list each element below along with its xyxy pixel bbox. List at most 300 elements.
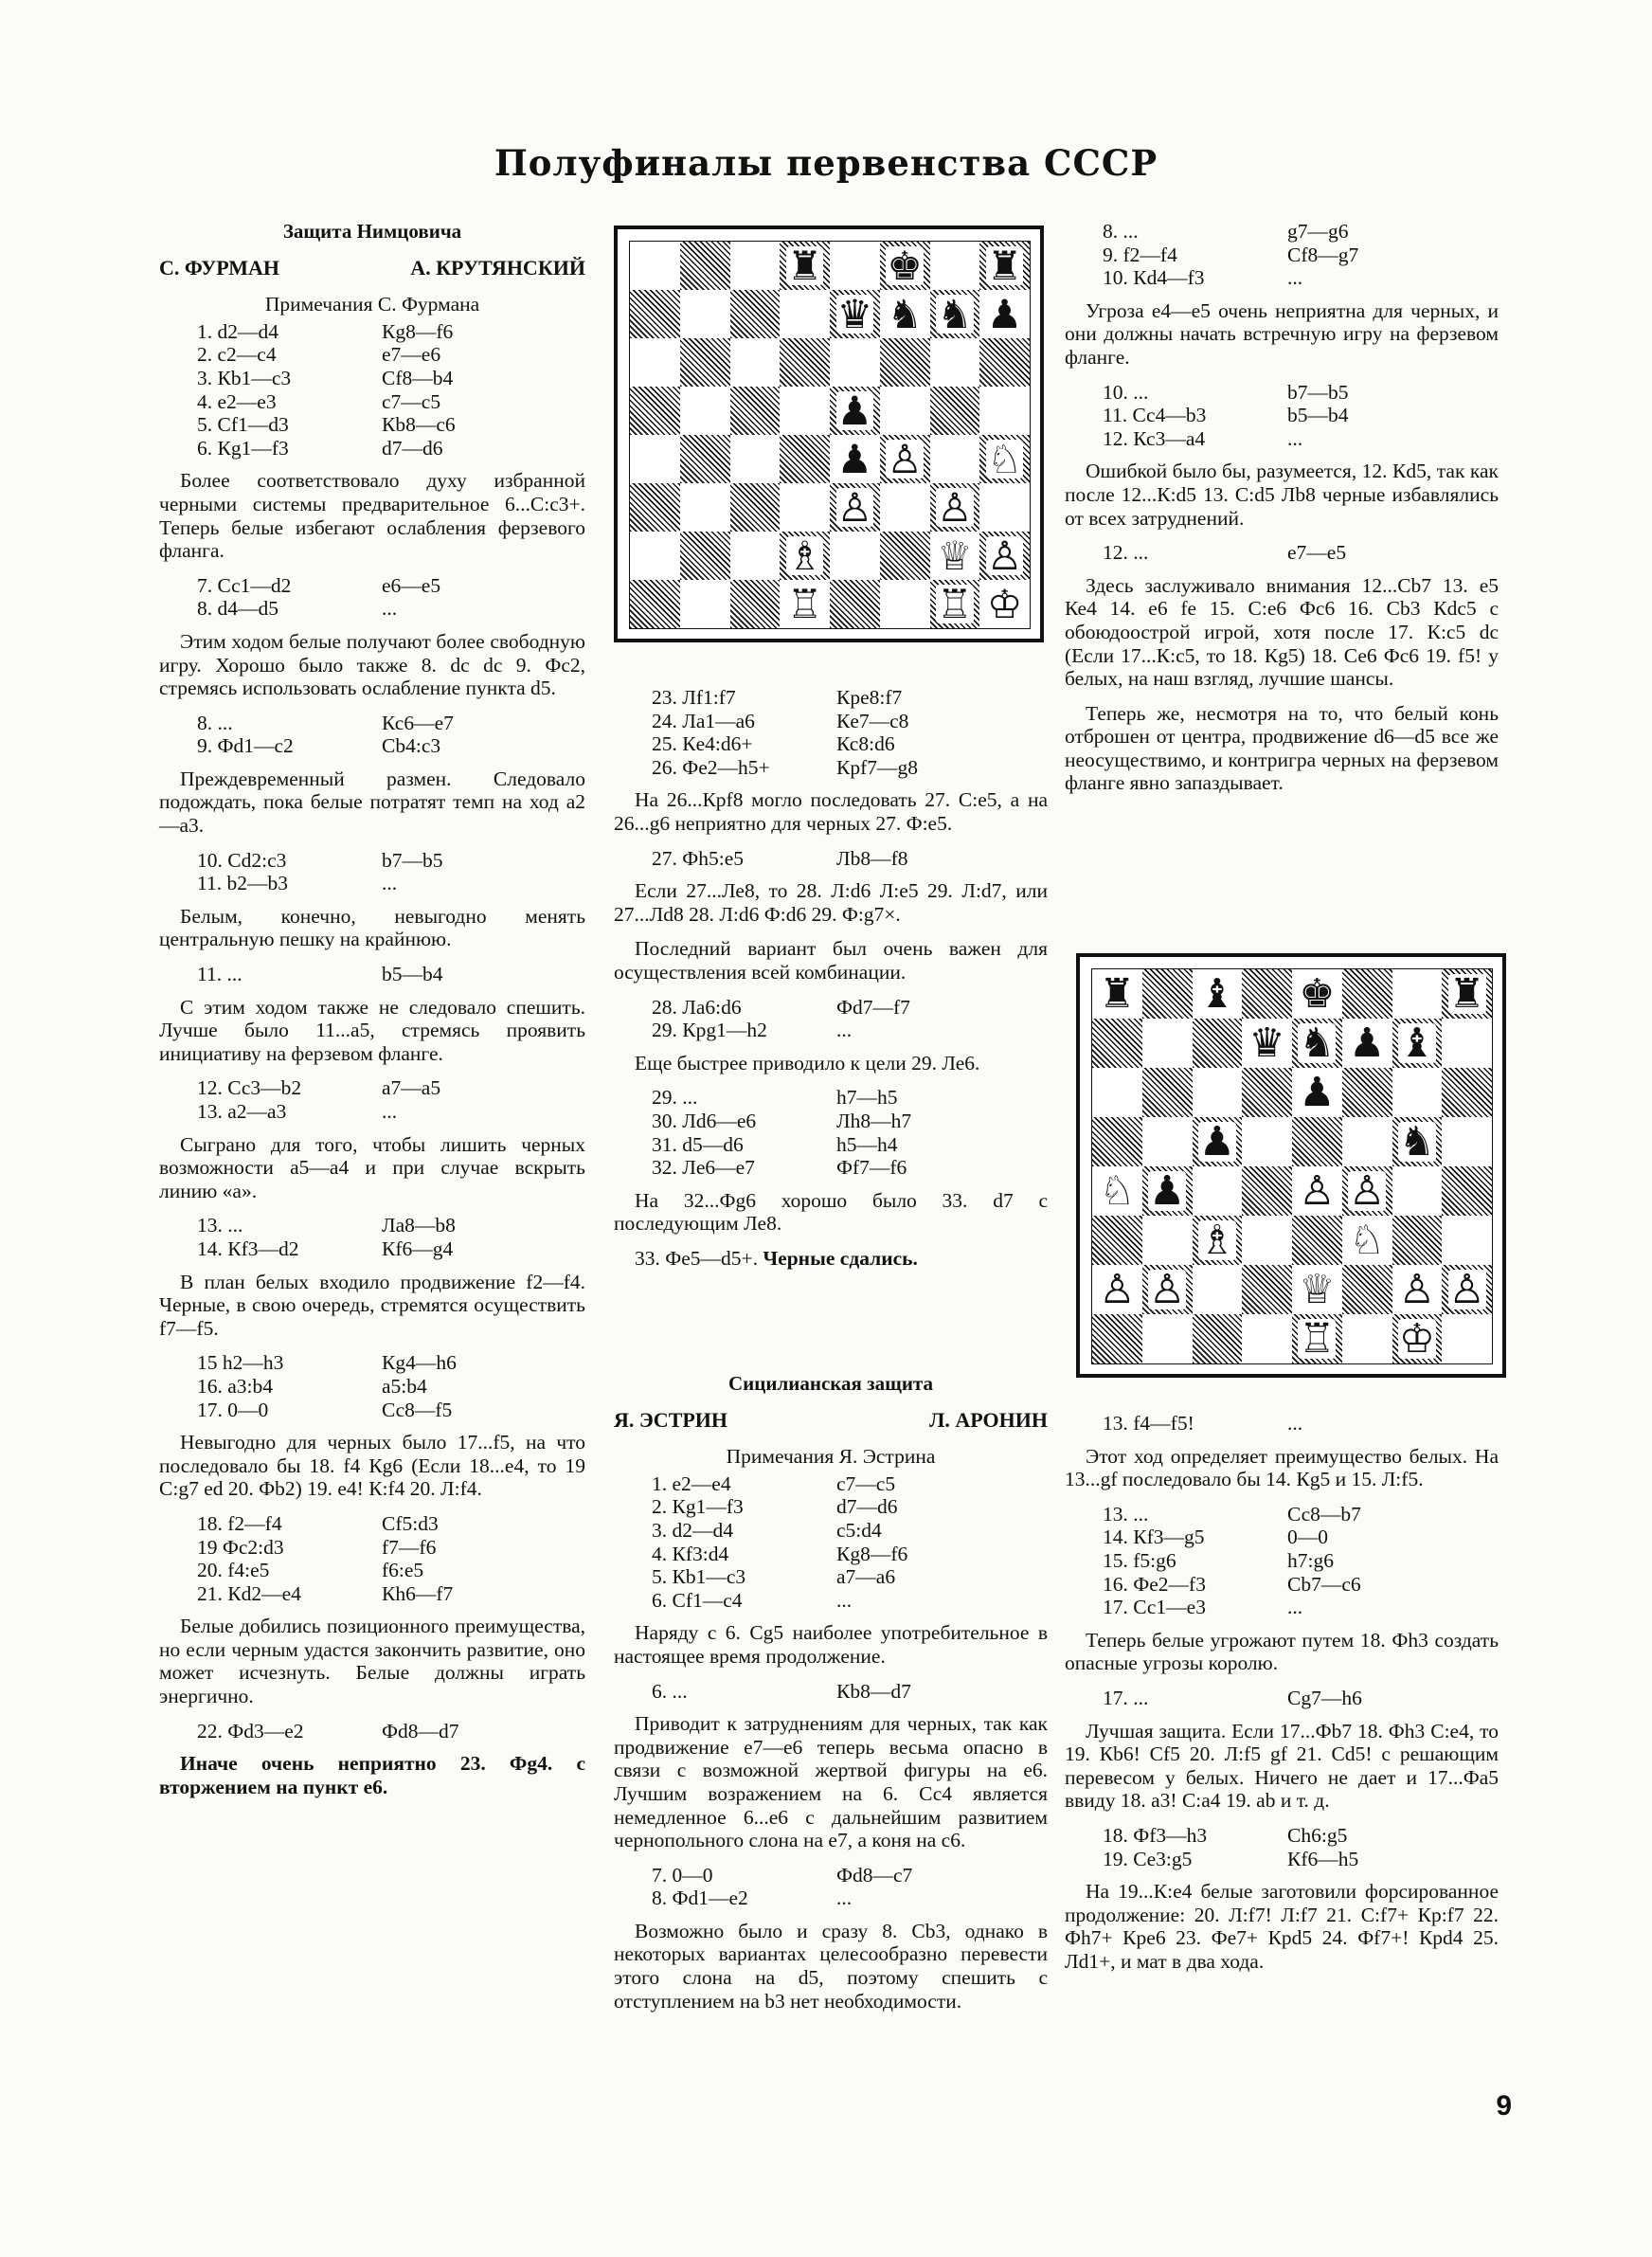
black-bishop-icon: ♝ bbox=[1198, 969, 1235, 1018]
black-move: a7—a6 bbox=[836, 1565, 896, 1589]
move-row bbox=[1065, 1824, 1499, 1848]
move-row bbox=[1065, 1412, 1499, 1435]
black-move: Кg8—f6 bbox=[836, 1542, 908, 1565]
board-square bbox=[1092, 1117, 1142, 1166]
move-row bbox=[614, 1110, 1048, 1133]
comment: На 32...Фg6 хорошо было 33. d7 с последующим Ле8. bbox=[614, 1188, 1048, 1236]
move-row bbox=[1065, 1526, 1499, 1549]
move-list bbox=[614, 1086, 1048, 1179]
white-move: 19 Фс2:d3 bbox=[197, 1535, 284, 1559]
black-move: ... bbox=[1287, 1596, 1303, 1619]
black-move: ... bbox=[382, 872, 398, 895]
black-move: Кb8—d7 bbox=[836, 1679, 911, 1703]
move-row bbox=[159, 734, 585, 758]
board-square bbox=[730, 532, 781, 580]
board-square bbox=[1142, 1019, 1193, 1068]
board-square bbox=[730, 483, 781, 532]
white-move: 18. Фf3—h3 bbox=[1103, 1823, 1208, 1847]
move-row bbox=[614, 1472, 1048, 1496]
white-move: 14. Кf3—d2 bbox=[197, 1237, 299, 1260]
move-list bbox=[614, 847, 1048, 871]
white-pawn-icon: ♙ bbox=[986, 532, 1023, 579]
white-bishop-icon: ♗ bbox=[1198, 1216, 1235, 1264]
white-move: 14. Кf3—g5 bbox=[1103, 1526, 1205, 1549]
black-move: ... bbox=[836, 1019, 853, 1042]
black-king-icon: ♚ bbox=[887, 242, 923, 289]
move-row bbox=[159, 712, 585, 735]
board-square bbox=[1342, 969, 1392, 1019]
black-move: ... bbox=[382, 597, 398, 621]
board-square bbox=[1342, 1117, 1392, 1166]
move-row bbox=[1065, 1687, 1499, 1710]
black-pawn-icon: ♟ bbox=[836, 435, 873, 482]
board-square bbox=[930, 338, 980, 387]
white-move: 9. f2—f4 bbox=[1103, 243, 1177, 266]
board-square bbox=[630, 580, 680, 628]
board-square bbox=[680, 338, 730, 387]
white-move: 15 h2—h3 bbox=[197, 1351, 284, 1375]
board-square bbox=[780, 338, 830, 387]
move-row bbox=[159, 1399, 585, 1422]
white-knight-icon: ♘ bbox=[986, 435, 1023, 482]
board-square bbox=[630, 483, 680, 532]
comment: С этим ходом также не следовало спешить. Лучше было 11...а5, стремясь проявить инициативу на ферзевом фланге. bbox=[159, 995, 585, 1065]
comment: Белым, конечно, невыгодно менять центральную пешку на крайнюю. bbox=[159, 904, 585, 951]
move-row bbox=[614, 1680, 1048, 1704]
board-square bbox=[1442, 1068, 1492, 1117]
annotator: Примечания Я. Эстрина bbox=[726, 1445, 936, 1469]
board-square bbox=[1092, 1068, 1142, 1117]
black-move: h5—h4 bbox=[836, 1132, 898, 1156]
board-square bbox=[730, 338, 781, 387]
board-square bbox=[830, 338, 880, 387]
white-player: Я. ЭСТРИН bbox=[614, 1407, 728, 1432]
black-move: Сс8—f5 bbox=[382, 1398, 453, 1421]
black-queen-icon: ♛ bbox=[836, 290, 873, 337]
board-square bbox=[680, 532, 730, 580]
black-move: b5—b4 bbox=[382, 963, 443, 986]
white-move: 12. Кс3—a4 bbox=[1103, 426, 1206, 450]
white-move: 5. Кb1—c3 bbox=[652, 1565, 746, 1589]
board-square bbox=[1142, 1117, 1193, 1166]
white-queen-icon: ♕ bbox=[937, 532, 973, 579]
white-move: 3. d2—d4 bbox=[652, 1518, 733, 1542]
board-square bbox=[680, 483, 730, 532]
white-move: 17. Сс1—e3 bbox=[1103, 1596, 1206, 1619]
move-list bbox=[614, 1864, 1048, 1910]
black-pawn-icon: ♟ bbox=[836, 387, 873, 434]
comment: Иначе очень неприятно 23. Фg4. с вторжением на пункт e6. bbox=[159, 1752, 585, 1798]
move-row bbox=[614, 1864, 1048, 1887]
white-move: 2. c2—c4 bbox=[197, 343, 277, 367]
move-row bbox=[159, 390, 585, 414]
white-move: 8. ... bbox=[1103, 220, 1139, 243]
black-pawn-icon: ♟ bbox=[986, 290, 1023, 337]
black-move: Кg8—f6 bbox=[382, 319, 454, 343]
comment: Белые добились позиционного преимущества, но если черным удастся закончить развитие, оно может исчезнуть. Белые должны играть энергично. bbox=[159, 1615, 585, 1708]
white-move: 17. ... bbox=[1103, 1686, 1149, 1709]
move-list bbox=[614, 1472, 1048, 1613]
white-pawn-icon: ♙ bbox=[1349, 1166, 1386, 1215]
comment: Приводит к затруднениям для черных, так как продвижение е7—е6 теперь весьма опасно в связи с возможной жертвой фигуры на е6. Лучшим возражением на 6. Сс4 является немедленное 6...е6 с дальнейшим развитием чернопольного слона на е7, а коня на с6. bbox=[614, 1712, 1048, 1852]
white-move: 6. ... bbox=[652, 1679, 688, 1703]
black-move: f7—f6 bbox=[382, 1535, 437, 1559]
board-square bbox=[1142, 1216, 1193, 1265]
board-square bbox=[680, 290, 730, 338]
board-square bbox=[1142, 1068, 1193, 1117]
move-list bbox=[1065, 1687, 1499, 1710]
move-row bbox=[614, 1495, 1048, 1519]
board-square bbox=[1193, 1068, 1243, 1117]
black-pawn-icon: ♟ bbox=[1198, 1117, 1235, 1165]
white-queen-icon: ♕ bbox=[1299, 1265, 1336, 1313]
move-row bbox=[614, 686, 1048, 710]
move-row bbox=[614, 710, 1048, 733]
black-rook-icon: ♜ bbox=[986, 242, 1023, 289]
board-square bbox=[1442, 1166, 1492, 1216]
white-rook-icon: ♖ bbox=[1299, 1314, 1336, 1363]
comment: Теперь же, несмотря на то, что белый конь отброшен от центра, продвижение d6—d5 все же неосуществимо, и контригра черных на ферзевом фланге явно запаздывает. bbox=[1065, 701, 1499, 795]
board-square bbox=[1092, 1019, 1142, 1068]
board-square bbox=[1392, 1068, 1443, 1117]
column-2-game-2 bbox=[614, 1372, 1048, 2024]
board-square bbox=[1242, 1068, 1292, 1117]
black-rook-icon: ♜ bbox=[786, 242, 823, 289]
white-move: 6. Сf1—c4 bbox=[652, 1588, 743, 1612]
white-move: 18. f2—f4 bbox=[197, 1511, 282, 1535]
white-move: 30. Лd6—e6 bbox=[652, 1109, 757, 1132]
move-row bbox=[159, 320, 585, 344]
board-square bbox=[780, 483, 830, 532]
column-3-bottom bbox=[1065, 1412, 1499, 1984]
move-row bbox=[159, 1076, 585, 1100]
board-square bbox=[1292, 1117, 1342, 1166]
board-square bbox=[730, 580, 781, 628]
black-move: a7—a5 bbox=[382, 1076, 441, 1100]
black-move: Сс8—b7 bbox=[1287, 1502, 1361, 1526]
board-square bbox=[880, 532, 930, 580]
white-move: 13. ... bbox=[1103, 1502, 1149, 1526]
move-list bbox=[159, 849, 585, 895]
board-square bbox=[880, 387, 930, 435]
white-move: 13. a2—a3 bbox=[197, 1100, 287, 1123]
board-square bbox=[1242, 1216, 1292, 1265]
black-move: Лb8—f8 bbox=[836, 846, 908, 870]
white-move: 28. Лa6:d6 bbox=[652, 995, 742, 1019]
white-move: 7. 0—0 bbox=[652, 1863, 713, 1887]
board-square bbox=[730, 290, 781, 338]
black-move: ... bbox=[1287, 1412, 1303, 1435]
white-move: 1. e2—e4 bbox=[652, 1472, 731, 1495]
column-3 bbox=[1065, 220, 1499, 806]
board-square bbox=[630, 387, 680, 435]
annotator: Примечания С. Фурмана bbox=[264, 293, 480, 316]
white-knight-icon: ♘ bbox=[1099, 1166, 1136, 1215]
black-move: ... bbox=[836, 1887, 853, 1910]
move-row bbox=[1065, 220, 1499, 244]
comment: Еще быстрее приводило к цели 29. Ле6. bbox=[635, 1051, 980, 1074]
white-king-icon: ♔ bbox=[1398, 1314, 1435, 1363]
board-square bbox=[1092, 1216, 1142, 1265]
move-row bbox=[159, 1214, 585, 1237]
white-move: 13. ... bbox=[197, 1214, 243, 1237]
chess-diagram-1 bbox=[614, 226, 1044, 642]
white-move: 27. Фh5:e5 bbox=[652, 846, 745, 870]
black-move: b7—b5 bbox=[382, 848, 443, 872]
board-square bbox=[830, 580, 880, 628]
black-move: e7—e5 bbox=[1287, 541, 1347, 565]
black-rook-icon: ♜ bbox=[1448, 969, 1485, 1018]
white-move: 24. Лa1—a6 bbox=[652, 709, 755, 732]
board-grid bbox=[1091, 968, 1493, 1364]
white-move: 32. Лe6—e7 bbox=[652, 1156, 755, 1180]
board-square bbox=[1342, 1068, 1392, 1117]
move-row bbox=[159, 1559, 585, 1582]
move-row bbox=[159, 437, 585, 460]
board-square bbox=[630, 242, 680, 290]
move-list bbox=[614, 996, 1048, 1042]
board-square bbox=[1242, 1166, 1292, 1216]
move-list bbox=[159, 574, 585, 621]
black-move: g7—g6 bbox=[1287, 220, 1349, 243]
board-square bbox=[780, 290, 830, 338]
comment: Последний вариант был очень важен для осуществления всей комбинации. bbox=[614, 937, 1048, 984]
move-row bbox=[1065, 244, 1499, 267]
white-move: 2. Кg1—f3 bbox=[652, 1495, 744, 1519]
white-rook-icon: ♖ bbox=[937, 580, 973, 627]
black-move: Кb8—c6 bbox=[382, 413, 456, 437]
move-row bbox=[159, 963, 585, 986]
black-move: Сf5:d3 bbox=[382, 1511, 439, 1535]
board-square bbox=[1442, 1314, 1492, 1363]
board-square bbox=[1193, 1265, 1243, 1314]
comment: Наряду с 6. Сg5 наиболее употребительное в настоящее время продолжение. bbox=[614, 1621, 1048, 1668]
comment: Преждевременный размен. Следовало подождать, пока белые потратят темп на ход а2—а3. bbox=[159, 767, 585, 838]
black-move: Фd8—c7 bbox=[836, 1863, 913, 1887]
board-square bbox=[1442, 1117, 1492, 1166]
black-player: А. КРУТЯНСКИЙ bbox=[410, 255, 585, 280]
board-square bbox=[1442, 1019, 1492, 1068]
move-row bbox=[159, 1536, 585, 1560]
move-row bbox=[159, 872, 585, 895]
white-pawn-icon: ♙ bbox=[1149, 1265, 1186, 1313]
white-move: 7. Сс1—d2 bbox=[197, 573, 292, 597]
black-rook-icon: ♜ bbox=[1099, 969, 1136, 1018]
white-knight-icon: ♘ bbox=[1349, 1216, 1386, 1264]
move-row bbox=[614, 1565, 1048, 1589]
black-move: Кf6—g4 bbox=[382, 1237, 454, 1260]
black-move: d7—d6 bbox=[382, 436, 443, 460]
board-square bbox=[979, 338, 1030, 387]
comment: На 19...К:е4 белые заготовили форсированное продолжение: 20. Л:f7! Л:f7 21. С:f7+ Кр:f7 22. Фh7+ Кре6 23. Фе7+ Крd5 24. Фf7+! Крd4 25. Лd1+, и мат в два хода. bbox=[1065, 1880, 1499, 1973]
black-pawn-icon: ♟ bbox=[1149, 1166, 1186, 1215]
black-move: c7—c5 bbox=[836, 1472, 896, 1495]
white-move: 5. Сf1—d3 bbox=[197, 413, 289, 437]
white-move: 21. Кd2—e4 bbox=[197, 1581, 301, 1605]
black-knight-icon: ♞ bbox=[1299, 1019, 1336, 1067]
black-move: Кe7—c8 bbox=[836, 709, 909, 732]
comment: Лучшая защита. Если 17...Фb7 18. Фh3 С:е4, то 19. Кb6! Сf5 20. Л:f5 gf 21. Сd5! с решающим перевесом у белых. Ничего не дает и 17...Фа5 ввиду 18. а3! С:а4 19. ab и т. д. bbox=[1065, 1719, 1499, 1813]
black-move: Кс6—e7 bbox=[382, 711, 454, 734]
white-pawn-icon: ♙ bbox=[1448, 1265, 1485, 1313]
move-row bbox=[159, 849, 585, 873]
move-list bbox=[614, 686, 1048, 779]
board-square bbox=[880, 483, 930, 532]
board-square bbox=[1193, 1314, 1243, 1363]
board-square bbox=[680, 242, 730, 290]
board-square bbox=[780, 435, 830, 483]
white-pawn-icon: ♙ bbox=[937, 483, 973, 531]
board-square bbox=[630, 532, 680, 580]
white-move: 16. a3:b4 bbox=[197, 1374, 274, 1398]
move-row bbox=[614, 847, 1048, 871]
move-row bbox=[614, 732, 1048, 756]
black-king-icon: ♚ bbox=[1299, 969, 1336, 1018]
column-2 bbox=[614, 686, 1048, 1281]
comment: Более соответствовало духу избранной черными системы предварительное 6...С:с3+. Теперь белые избегают ослабления ферзевого фланга. bbox=[159, 469, 585, 563]
black-move: Сb4:c3 bbox=[382, 734, 441, 758]
move-row bbox=[614, 1156, 1048, 1180]
black-move: Кс8:d6 bbox=[836, 732, 895, 756]
players bbox=[159, 257, 585, 280]
black-move: Кg4—h6 bbox=[382, 1351, 457, 1375]
board-square bbox=[1392, 969, 1443, 1019]
comment: Этим ходом белые получают более свободную игру. Хорошо было также 8. dc dc 9. Фс2, стремясь использовать ослабление пункта d5. bbox=[159, 629, 585, 700]
board-square bbox=[1342, 1314, 1392, 1363]
move-list bbox=[159, 963, 585, 986]
move-row bbox=[614, 1887, 1048, 1910]
board-square bbox=[680, 580, 730, 628]
black-move: 0—0 bbox=[1287, 1526, 1328, 1549]
board-square bbox=[680, 387, 730, 435]
move-list bbox=[159, 712, 585, 758]
comment: Теперь белые угрожают путем 18. Фh3 создать опасные угрозы королю. bbox=[1065, 1628, 1499, 1675]
white-move: 22. Фd3—e2 bbox=[197, 1719, 304, 1742]
white-move: 1. d2—d4 bbox=[197, 319, 278, 343]
move-row bbox=[159, 1720, 585, 1743]
white-move: 16. Фe2—f3 bbox=[1103, 1572, 1206, 1596]
black-move: Сf8—b4 bbox=[382, 366, 454, 389]
black-move: Сf8—g7 bbox=[1287, 243, 1359, 266]
white-move: 11. Сс4—b3 bbox=[1103, 404, 1207, 427]
move-row bbox=[159, 1100, 585, 1124]
comment: Этот ход определяет преимущество белых. На 13...gf последовало бы 14. Кg5 и 15. Л:f5. bbox=[1065, 1444, 1499, 1491]
white-move: 26. Фe2—h5+ bbox=[652, 755, 770, 779]
white-move: 29. ... bbox=[652, 1086, 698, 1110]
white-move: 15. f5:g6 bbox=[1103, 1548, 1176, 1572]
black-move: Крf7—g8 bbox=[836, 755, 918, 779]
board-square bbox=[1142, 969, 1193, 1019]
move-row bbox=[159, 1351, 585, 1375]
move-row bbox=[159, 1512, 585, 1536]
comment: Здесь заслуживало внимания 12...Сb7 13. е5 Ке4 14. е6 fe 15. С:е6 Фс6 16. Сb3 Кdc5 с обоюдоострой игрой, хотя после 17. К:с5 dc (Если 17...К:с5, то 18. Кg5) 18. Се6 Фс6 19. f5! у белых, на наш взгляд, лучшие шансы. bbox=[1065, 573, 1499, 691]
board-square bbox=[1242, 1265, 1292, 1314]
board-square bbox=[930, 242, 980, 290]
move-row bbox=[159, 343, 585, 367]
chess-diagram-2 bbox=[1076, 953, 1506, 1378]
black-move: ... bbox=[382, 1100, 398, 1123]
move-list bbox=[614, 1680, 1048, 1704]
page-number: 9 bbox=[1496, 2090, 1512, 2122]
move-row bbox=[614, 1133, 1048, 1157]
board-square bbox=[930, 435, 980, 483]
white-move: 4. e2—e3 bbox=[197, 389, 277, 413]
black-move: Лh8—h7 bbox=[836, 1109, 912, 1132]
black-move: c5:d4 bbox=[836, 1518, 882, 1542]
black-move: f6:e5 bbox=[382, 1559, 424, 1582]
board-square bbox=[630, 338, 680, 387]
move-list bbox=[1065, 220, 1499, 290]
move-row bbox=[1065, 266, 1499, 290]
black-move: h7:g6 bbox=[1287, 1548, 1334, 1572]
move-row bbox=[1065, 404, 1499, 427]
move-row bbox=[614, 1543, 1048, 1566]
white-move: 17. 0—0 bbox=[197, 1398, 269, 1421]
white-move: 4. Кf3:d4 bbox=[652, 1542, 729, 1565]
players bbox=[614, 1409, 1048, 1433]
white-move: 29. Крg1—h2 bbox=[652, 1019, 767, 1042]
board-square bbox=[1193, 1166, 1243, 1216]
move-row bbox=[1065, 1503, 1499, 1526]
black-move: Фd8—d7 bbox=[382, 1719, 459, 1742]
black-pawn-icon: ♟ bbox=[1349, 1019, 1386, 1067]
black-bishop-icon: ♝ bbox=[1398, 1019, 1435, 1067]
move-list bbox=[1065, 381, 1499, 451]
move-list bbox=[1065, 1412, 1499, 1435]
board-square bbox=[680, 435, 730, 483]
black-move: Фf7—f6 bbox=[836, 1156, 907, 1180]
black-move: Лa8—b8 bbox=[382, 1214, 456, 1237]
black-move: b7—b5 bbox=[1287, 380, 1349, 404]
white-move: 8. Фd1—e2 bbox=[652, 1887, 748, 1910]
white-pawn-icon: ♙ bbox=[1398, 1265, 1435, 1313]
result: 33. Фе5—d5+. Черные сдались. bbox=[635, 1246, 918, 1270]
white-move: 6. Кg1—f3 bbox=[197, 436, 289, 460]
move-list bbox=[159, 1720, 585, 1743]
board-square bbox=[830, 532, 880, 580]
move-row bbox=[159, 367, 585, 390]
white-move: 10. Сd2:c3 bbox=[197, 848, 287, 872]
move-row bbox=[614, 1019, 1048, 1042]
board-square bbox=[1442, 1216, 1492, 1265]
move-row bbox=[1065, 1549, 1499, 1573]
white-pawn-icon: ♙ bbox=[1099, 1265, 1136, 1313]
board-square bbox=[830, 242, 880, 290]
opening-name: Сицилианская защита bbox=[728, 1372, 933, 1395]
board-square bbox=[730, 387, 781, 435]
black-move: Сh6:g5 bbox=[1287, 1823, 1348, 1847]
black-move: e6—e5 bbox=[382, 573, 441, 597]
white-king-icon: ♔ bbox=[986, 580, 1023, 627]
move-row bbox=[1065, 427, 1499, 451]
black-move: c7—c5 bbox=[382, 389, 441, 413]
board-square bbox=[1193, 1019, 1243, 1068]
move-row bbox=[614, 1519, 1048, 1543]
comment: На 26...Крf8 могло последовать 27. С:е5, а на 26...g6 неприятно для черных 27. Ф:е5. bbox=[614, 788, 1048, 835]
white-move: 10. ... bbox=[1103, 380, 1149, 404]
white-move: 3. Кb1—c3 bbox=[197, 366, 292, 389]
move-row bbox=[614, 756, 1048, 780]
page-title: Полуфиналы первенства СССР bbox=[494, 142, 1158, 184]
move-list bbox=[159, 1214, 585, 1260]
move-list bbox=[159, 1351, 585, 1421]
move-row bbox=[159, 597, 585, 621]
black-pawn-icon: ♟ bbox=[1299, 1068, 1336, 1116]
board-square bbox=[1342, 1265, 1392, 1314]
black-knight-icon: ♞ bbox=[1398, 1117, 1435, 1165]
comment: Возможно было и сразу 8. Сb3, однако в некоторых вариантах целесообразно перевести этого слона на d5, поэтому спешить с отступлением на b3 нет необходимости. bbox=[614, 1919, 1048, 2013]
move-list bbox=[159, 1076, 585, 1123]
